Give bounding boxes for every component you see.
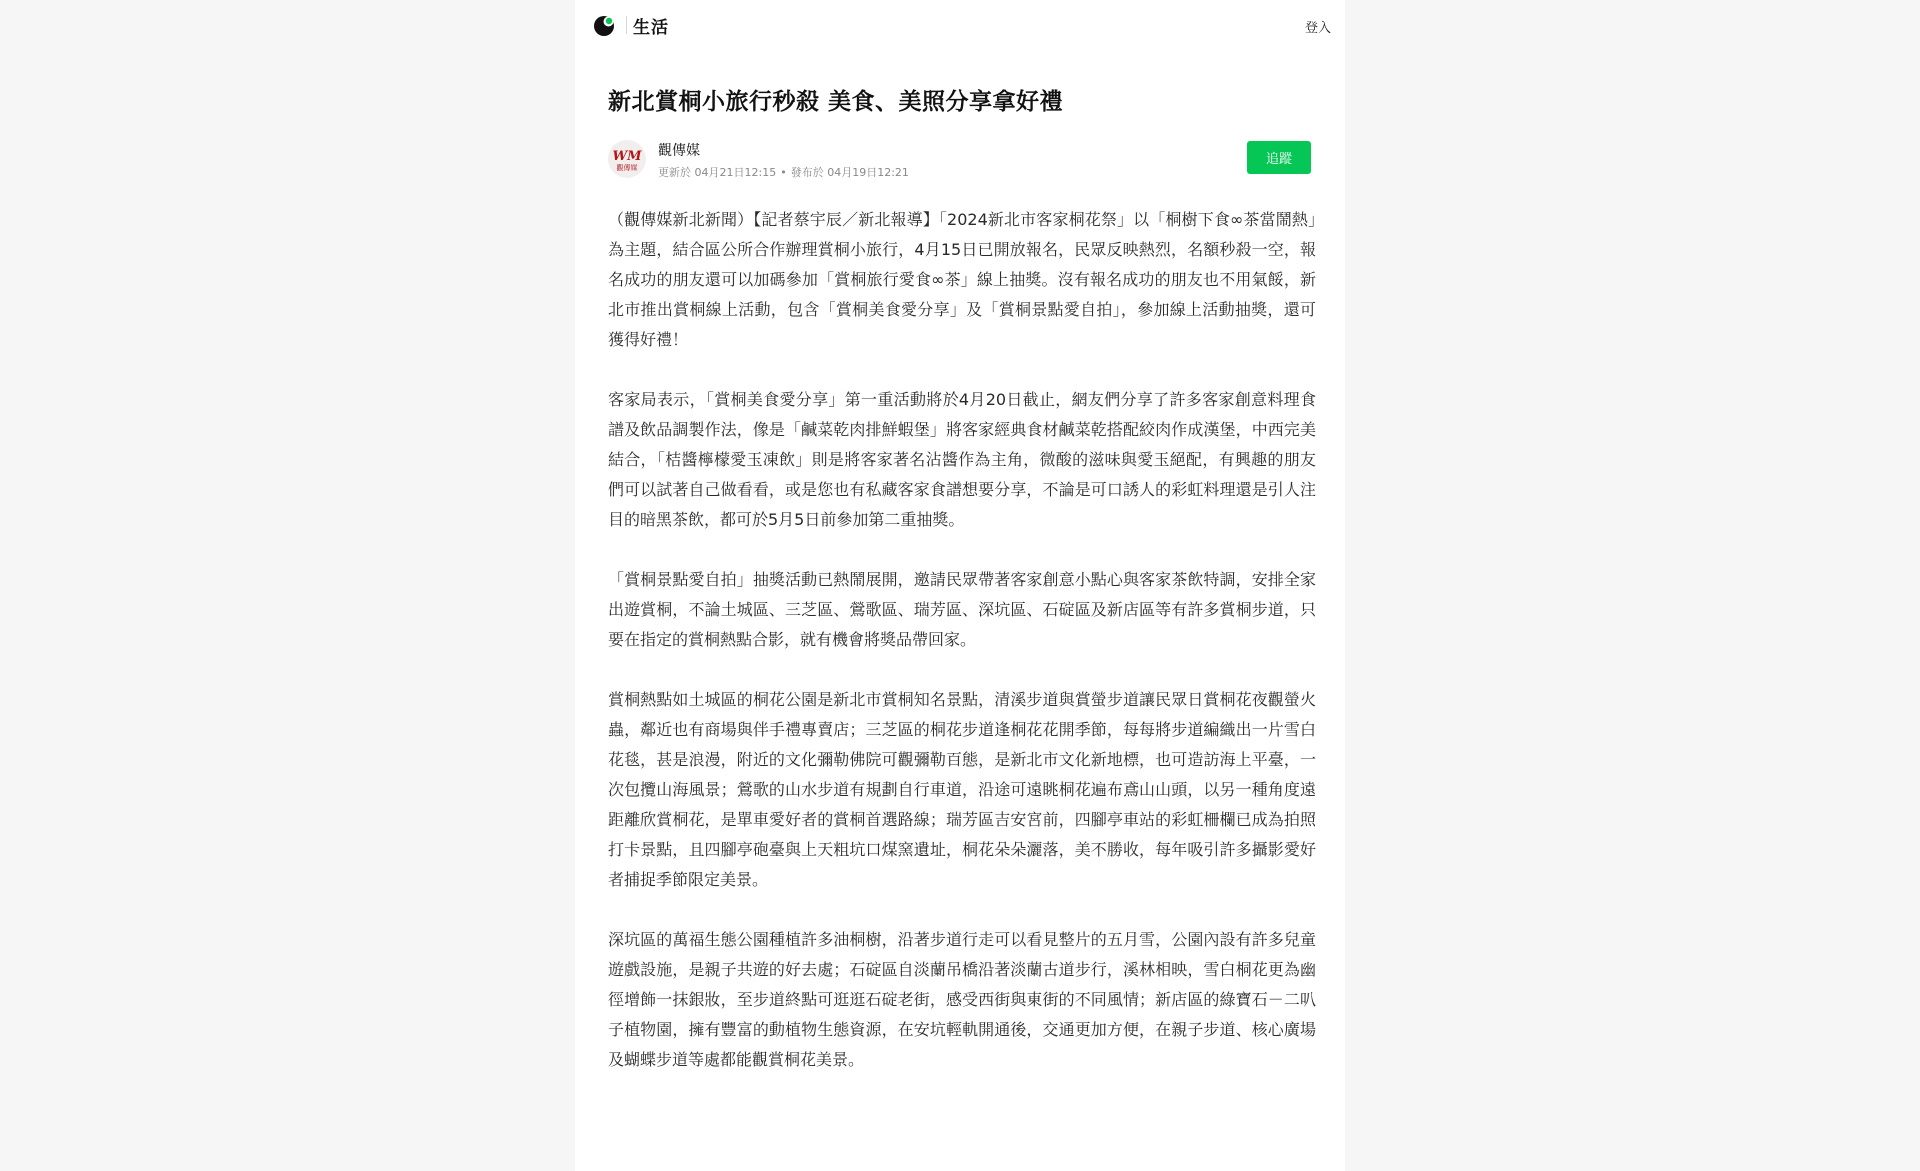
article-paragraph: （觀傳媒新北新聞）【記者蔡宇辰／新北報導】「2024新北市客家桐花祭」以「桐樹下食∞茶當鬧熱」為主題，結合區公所合作辦理賞桐小旅行，4月15日已開放報名，民眾反映熱烈，名額秒殺一空，報名成功的朋友還可以加碼參加「賞桐旅行愛食∞茶」線上抽獎。沒有報名成功的朋友也不用氣餒，新北市推出賞桐線上活動，包含「賞桐美食愛分享」及「賞桐景點愛自拍」，參加線上活動抽獎，還可獲得好禮！: [608, 210, 1316, 349]
updated-time: 更新於 04月21日12:15: [658, 166, 777, 179]
login-link[interactable]: 登入: [1304, 21, 1331, 36]
follow-button[interactable]: 追蹤: [1247, 141, 1311, 174]
article-paragraph: 客家局表示，「賞桐美食愛分享」第一重活動將於4月20日截止，網友們分享了許多客家創意料理食譜及飲品調製作法，像是「鹹菜乾肉排鮮蝦堡」將客家經典食材鹹菜乾搭配絞肉作成漢堡，中西完美結合，「桔醬檸檬愛玉凍飲」則是將客家著名沾醬作為主角，微酸的滋味與愛玉絕配，有興趣的朋友們可以試著自己做看看，或是您也有私藏客家食譜想要分享，不論是可口誘人的彩虹料理還是引人注目的暗黑茶飲，都可於5月5日前參加第二重抽獎。: [608, 390, 1316, 529]
section-name[interactable]: 生活: [633, 18, 669, 38]
article-paragraph: 賞桐熱點如土城區的桐花公園是新北市賞桐知名景點，清溪步道與賞螢步道讓民眾日賞桐花夜觀螢火蟲，鄰近也有商場與伴手禮專賣店；三芝區的桐花步道逢桐花花開季節，每每將步道編織出一片雪白花毯，甚是浪漫，附近的文化彌勒佛院可觀彌勒百態，是新北市文化新地標，也可造訪海上平臺，一次包攬山海風景；鶯歌的山水步道有規劃自行車道，沿途可遠眺桐花遍布鳶山山頭，以另一種角度遠距離欣賞桐花，是單車愛好者的賞桐首選路線；瑞芳區吉安宮前，四腳亭車站的彩虹柵欄已成為拍照打卡景點，且四腳亭砲臺與上天粗坑口煤窯遺址，桐花朵朵灑落，美不勝收，每年吸引許多攝影愛好者捕捉季節限定美景。: [608, 690, 1316, 889]
top-bar: [575, 0, 1345, 50]
avatar-logo-text: WM: [612, 149, 642, 164]
page: [575, 0, 1345, 1171]
published-time: 發布於 04月19日12:21: [790, 166, 909, 179]
line-today-logo-icon[interactable]: [593, 15, 615, 37]
avatar-caption-text: 觀傳媒: [616, 164, 638, 172]
author-name[interactable]: 觀傳媒: [658, 143, 700, 159]
meta-separator: •: [780, 166, 787, 179]
brand-divider: [626, 16, 627, 34]
article-title: 新北賞桐小旅行秒殺 美食、美照分享拿好禮: [608, 89, 1064, 115]
article-body: [608, 205, 1316, 1105]
author-avatar[interactable]: [608, 140, 646, 178]
article-paragraph: 深坑區的萬福生態公園種植許多油桐樹，沿著步道行走可以看見整片的五月雪，公園內設有許多兒童遊戲設施，是親子共遊的好去處；石碇區自淡蘭吊橋沿著淡蘭古道步行，溪林相映，雪白桐花更為幽徑增飾一抹銀妝，至步道終點可逛逛石碇老街，感受西街與東街的不同風情；新店區的綠寶石－二叭子植物園，擁有豐富的動植物生態資源，在安坑輕軌開通後，交通更加方便，在親子步道、核心廣場及蝴蝶步道等處都能觀賞桐花美景。: [608, 930, 1316, 1069]
article-paragraph: 「賞桐景點愛自拍」抽獎活動已熱鬧展開，邀請民眾帶著客家創意小點心與客家茶飲特調，安排全家出遊賞桐，不論土城區、三芝區、鶯歌區、瑞芳區、深坑區、石碇區及新店區等有許多賞桐步道，只要在指定的賞桐熱點合影，就有機會將獎品帶回家。: [608, 570, 1316, 649]
article-timestamps: [658, 164, 909, 180]
